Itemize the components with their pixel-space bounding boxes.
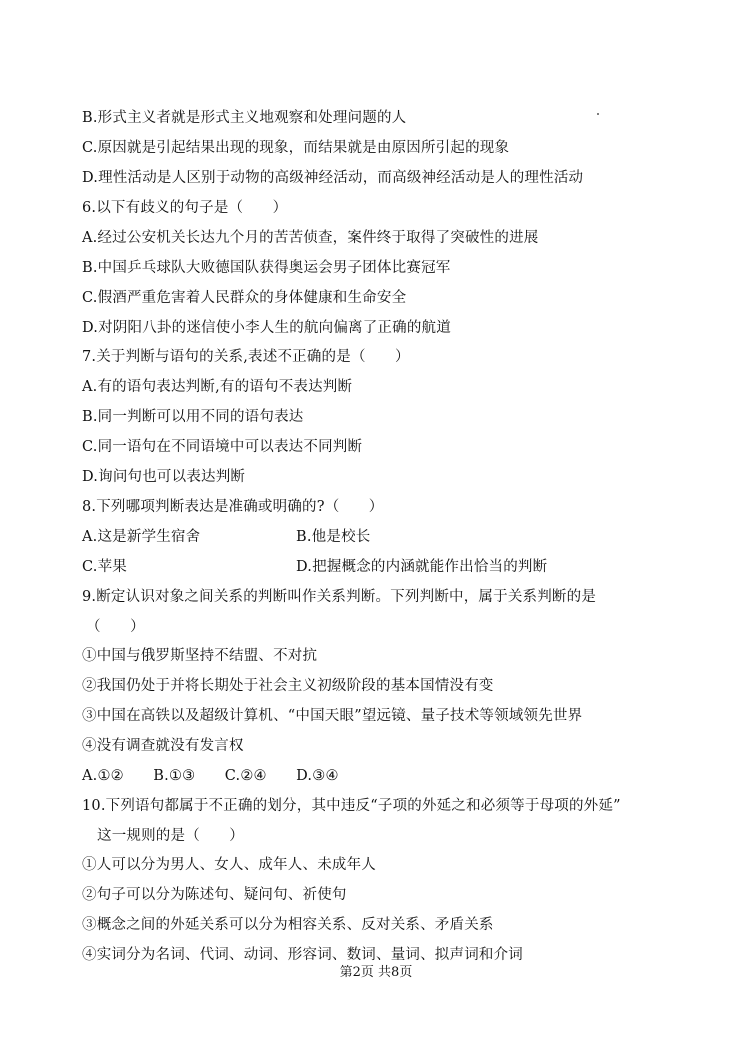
q9-stem: 9.断定认识对象之间关系的判断叫作关系判断。下列判断中，属于关系判断的是 bbox=[82, 589, 597, 605]
q10-item-2: ②句子可以分为陈述句、疑问句、祈使句 bbox=[82, 887, 347, 903]
q10-stem-continued: 这一规则的是（ ） bbox=[97, 828, 244, 844]
q9-item-2: ②我国仍处于并将长期处于社会主义初级阶段的基本国情没有变 bbox=[82, 678, 494, 694]
q6-option-d: D.对阴阳八卦的迷信使小李人生的航向偏离了正确的航道 bbox=[82, 320, 451, 336]
q6-option-a: A.经过公安机关长达九个月的苦苦侦查，案件终于取得了突破性的进展 bbox=[82, 230, 539, 246]
q9-options: A.①② B.①③ C.②④ D.③④ bbox=[82, 768, 339, 784]
q9-item-3: ③中国在高铁以及超级计算机、“中国天眼”望远镜、量子技术等领域领先世界 bbox=[82, 708, 583, 724]
q8-option-a: A.这是新学生宿舍 bbox=[82, 529, 201, 545]
q6-option-c: C.假酒严重危害着人民群众的身体健康和生命安全 bbox=[82, 290, 407, 306]
q6-option-b: B.中国乒乓球队大败德国队获得奥运会男子团体比赛冠军 bbox=[82, 260, 451, 276]
q7-option-c: C.同一语句在不同语境中可以表达不同判断 bbox=[82, 439, 363, 455]
q5-option-c: C.原因就是引起结果出现的现象，而结果就是由原因所引起的现象 bbox=[82, 140, 510, 156]
q8-option-c: C.苹果 bbox=[82, 559, 127, 575]
page-footer: 第2页 共8页 bbox=[339, 965, 413, 980]
q5-option-b: B.形式主义者就是形式主义地观察和处理问题的人 bbox=[82, 110, 407, 126]
q9-answer-blank: （ ） bbox=[86, 619, 145, 635]
q7-option-d: D.询问句也可以表达判断 bbox=[82, 469, 246, 485]
q10-item-1: ①人可以分为男人、女人、成年人、未成年人 bbox=[82, 857, 376, 873]
q8-option-d: D.把握概念的内涵就能作出恰当的判断 bbox=[296, 559, 548, 575]
q9-item-4: ④没有调查就没有发言权 bbox=[82, 738, 244, 754]
q10-item-4: ④实词分为名词、代词、动词、形容词、数词、量词、拟声词和介词 bbox=[82, 947, 523, 963]
q7-option-b: B.同一判断可以用不同的语句表达 bbox=[82, 409, 304, 425]
q6-stem: 6.以下有歧义的句子是（ ） bbox=[82, 200, 288, 216]
q10-stem: 10.下列语句都属于不正确的划分，其中违反“子项的外延之和必须等于母项的外延” bbox=[82, 798, 621, 814]
q5-option-d: D.理性活动是人区别于动物的高级神经活动，而高级神经活动是人的理性活动 bbox=[82, 170, 584, 186]
q8-option-b: B.他是校长 bbox=[296, 529, 371, 545]
q9-item-1: ①中国与俄罗斯坚持不结盟、不对抗 bbox=[82, 648, 318, 664]
q8-stem: 8.下列哪项判断表达是准确或明确的?（ ） bbox=[82, 499, 384, 515]
q10-item-3: ③概念之间的外延关系可以分为相容关系、反对关系、矛盾关系 bbox=[82, 917, 494, 933]
stray-mark bbox=[597, 113, 599, 115]
q7-stem: 7.关于判断与语句的关系,表述不正确的是（ ） bbox=[82, 349, 410, 365]
q7-option-a: A.有的语句表达判断,有的语句不表达判断 bbox=[82, 379, 353, 395]
